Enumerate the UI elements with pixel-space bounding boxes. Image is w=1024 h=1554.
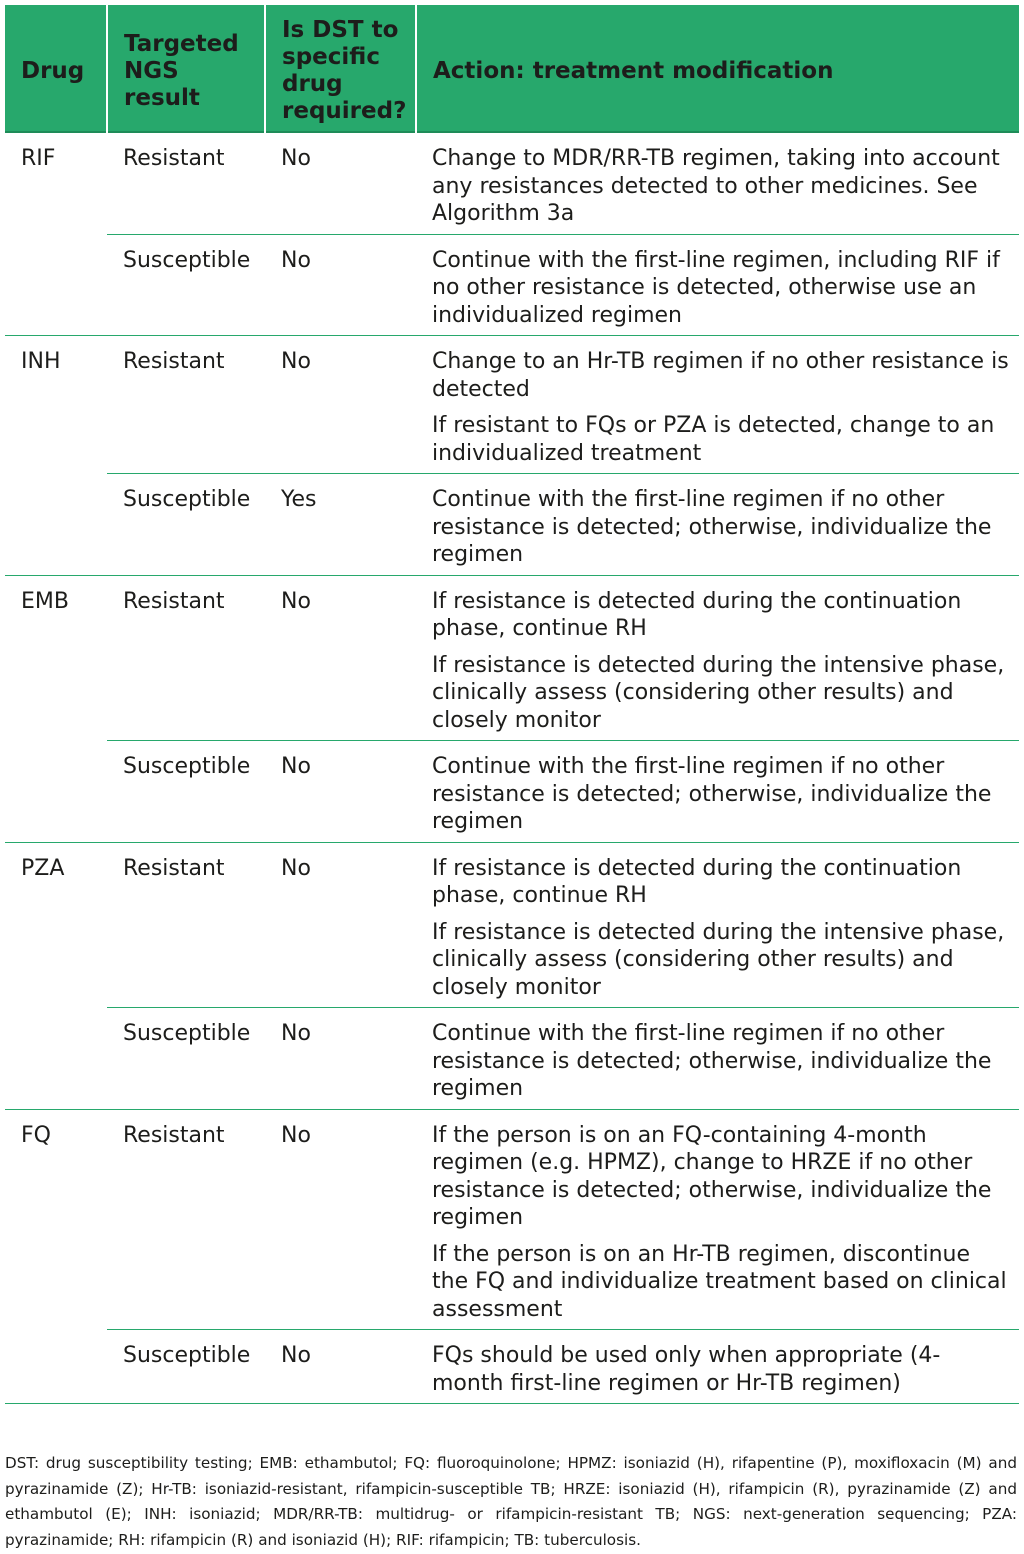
dst-cell: No: [281, 855, 311, 881]
action-text: If the person is on an FQ-containing 4-month regimen (e.g. HPMZ), change to HRZE if no other resistance is detected; otherwise, individualize the regimen: [432, 1122, 992, 1230]
ngs-result-cell: Susceptible: [107, 1330, 265, 1404]
treatment-modification-table: [5, 5, 1019, 1404]
table-container: [5, 5, 1019, 1404]
header-ngs-result: Targeted NGS result: [107, 5, 265, 132]
table-row: [5, 741, 1019, 843]
action-text: If resistance is detected during the continuation phase, continue RH: [432, 588, 962, 641]
action-text: FQs should be used only when appropriate (4-month first-line regimen or Hr-TB regimen): [432, 1343, 941, 1396]
action-cell: [416, 741, 1019, 843]
action-cell: [416, 1008, 1019, 1110]
ngs-result-cell: Susceptible: [107, 1008, 265, 1110]
action-text: Continue with the first-line regimen if no other resistance is detected; otherwise, individualize the regimen: [432, 754, 992, 834]
table-row: [5, 842, 1019, 1008]
table-row: [5, 234, 1019, 336]
drug-cell: PZA: [5, 842, 107, 1109]
dst-cell: No: [281, 146, 311, 171]
ngs-result-cell: Resistant: [123, 1122, 225, 1148]
action-text: If resistance is detected during the continuation phase, continue RH: [432, 855, 962, 908]
table-row: [5, 1008, 1019, 1110]
action-text: Continue with the first-line regimen if no other resistance is detected; otherwise, individualize the regimen: [432, 487, 992, 567]
header-dst-required: Is DST to specific drug required?: [265, 5, 416, 132]
action-cell: [416, 1109, 1019, 1330]
action-text: If resistance is detected during the intensive phase, clinically assess (considering other results) and closely monitor: [432, 652, 1005, 733]
ngs-result-cell: Susceptible: [107, 474, 265, 576]
action-cell: [416, 1330, 1019, 1404]
table-row: [5, 336, 1019, 474]
drug-cell: INH: [5, 336, 107, 576]
action-text: If the person is on an Hr-TB regimen, discontinue the FQ and individualize treatment based on clinical assessment: [432, 1241, 1007, 1322]
action-text: Change to MDR/RR-TB regimen, taking into account any resistances detected to other medicines. See Algorithm 3a: [432, 146, 1000, 226]
ngs-result-cell: Resistant: [123, 349, 225, 374]
dst-cell: No: [265, 234, 416, 336]
action-cell: [416, 575, 1019, 741]
table-row: [5, 1330, 1019, 1404]
table-row: [5, 1109, 1019, 1330]
drug-cell: FQ: [5, 1109, 107, 1404]
drug-cell: RIF: [5, 132, 107, 336]
table-row: [5, 575, 1019, 741]
action-cell: [416, 842, 1019, 1008]
dst-cell: No: [281, 1122, 311, 1148]
ngs-result-cell: Resistant: [123, 146, 225, 171]
dst-cell: No: [281, 349, 311, 374]
ngs-result-cell: Susceptible: [107, 234, 265, 336]
action-text: If resistance is detected during the intensive phase, clinically assess (considering other results) and closely monitor: [432, 919, 1005, 1000]
drug-cell: EMB: [5, 575, 107, 842]
ngs-result-cell: Susceptible: [107, 741, 265, 843]
dst-cell: No: [281, 588, 311, 614]
ngs-result-cell: Resistant: [123, 855, 225, 881]
table-header-row: [5, 5, 1019, 132]
header-action: Action: treatment modification: [416, 5, 1019, 132]
dst-cell: Yes: [265, 474, 416, 576]
action-cell: [416, 234, 1019, 336]
dst-cell: No: [265, 741, 416, 843]
table-footnote: DST: drug susceptibility testing; EMB: ethambutol; FQ: fluoroquinolone; HPMZ: isoniazid (H), rifapentine (P), moxifloxacin (M) and pyrazinamide (Z); Hr-TB: isoniazid-resistant, rifampicin-susceptible TB; HRZE: isoniazid (H), rifampicin (R), pyrazinamide (Z) and ethambutol (E); INH: isoniazid; MDR/RR-TB: multidrug- or rifampicin-resistant TB; NGS: next-generation sequencing; PZA: pyrazinamide; RH: rifampicin (R) and isoniazid (H); RIF: rifampicin; TB: tuberculosis.: [5, 1454, 1017, 1549]
ngs-result-cell: Resistant: [123, 588, 225, 614]
action-text: If resistant to FQs or PZA is detected, change to an individualized treatment: [432, 413, 995, 466]
action-cell: [416, 132, 1019, 234]
action-text: Continue with the first-line regimen, including RIF if no other resistance is detected, otherwise use an individualized regimen: [432, 247, 1000, 328]
dst-cell: No: [265, 1330, 416, 1404]
action-text: Continue with the first-line regimen if no other resistance is detected; otherwise, individualize the regimen: [432, 1021, 992, 1101]
action-cell: [416, 336, 1019, 474]
table-row: [5, 132, 1019, 234]
header-drug: Drug: [5, 5, 107, 132]
action-text: Change to an Hr-TB regimen if no other resistance is detected: [432, 349, 1009, 402]
action-cell: [416, 474, 1019, 576]
dst-cell: No: [265, 1008, 416, 1110]
table-row: [5, 474, 1019, 576]
